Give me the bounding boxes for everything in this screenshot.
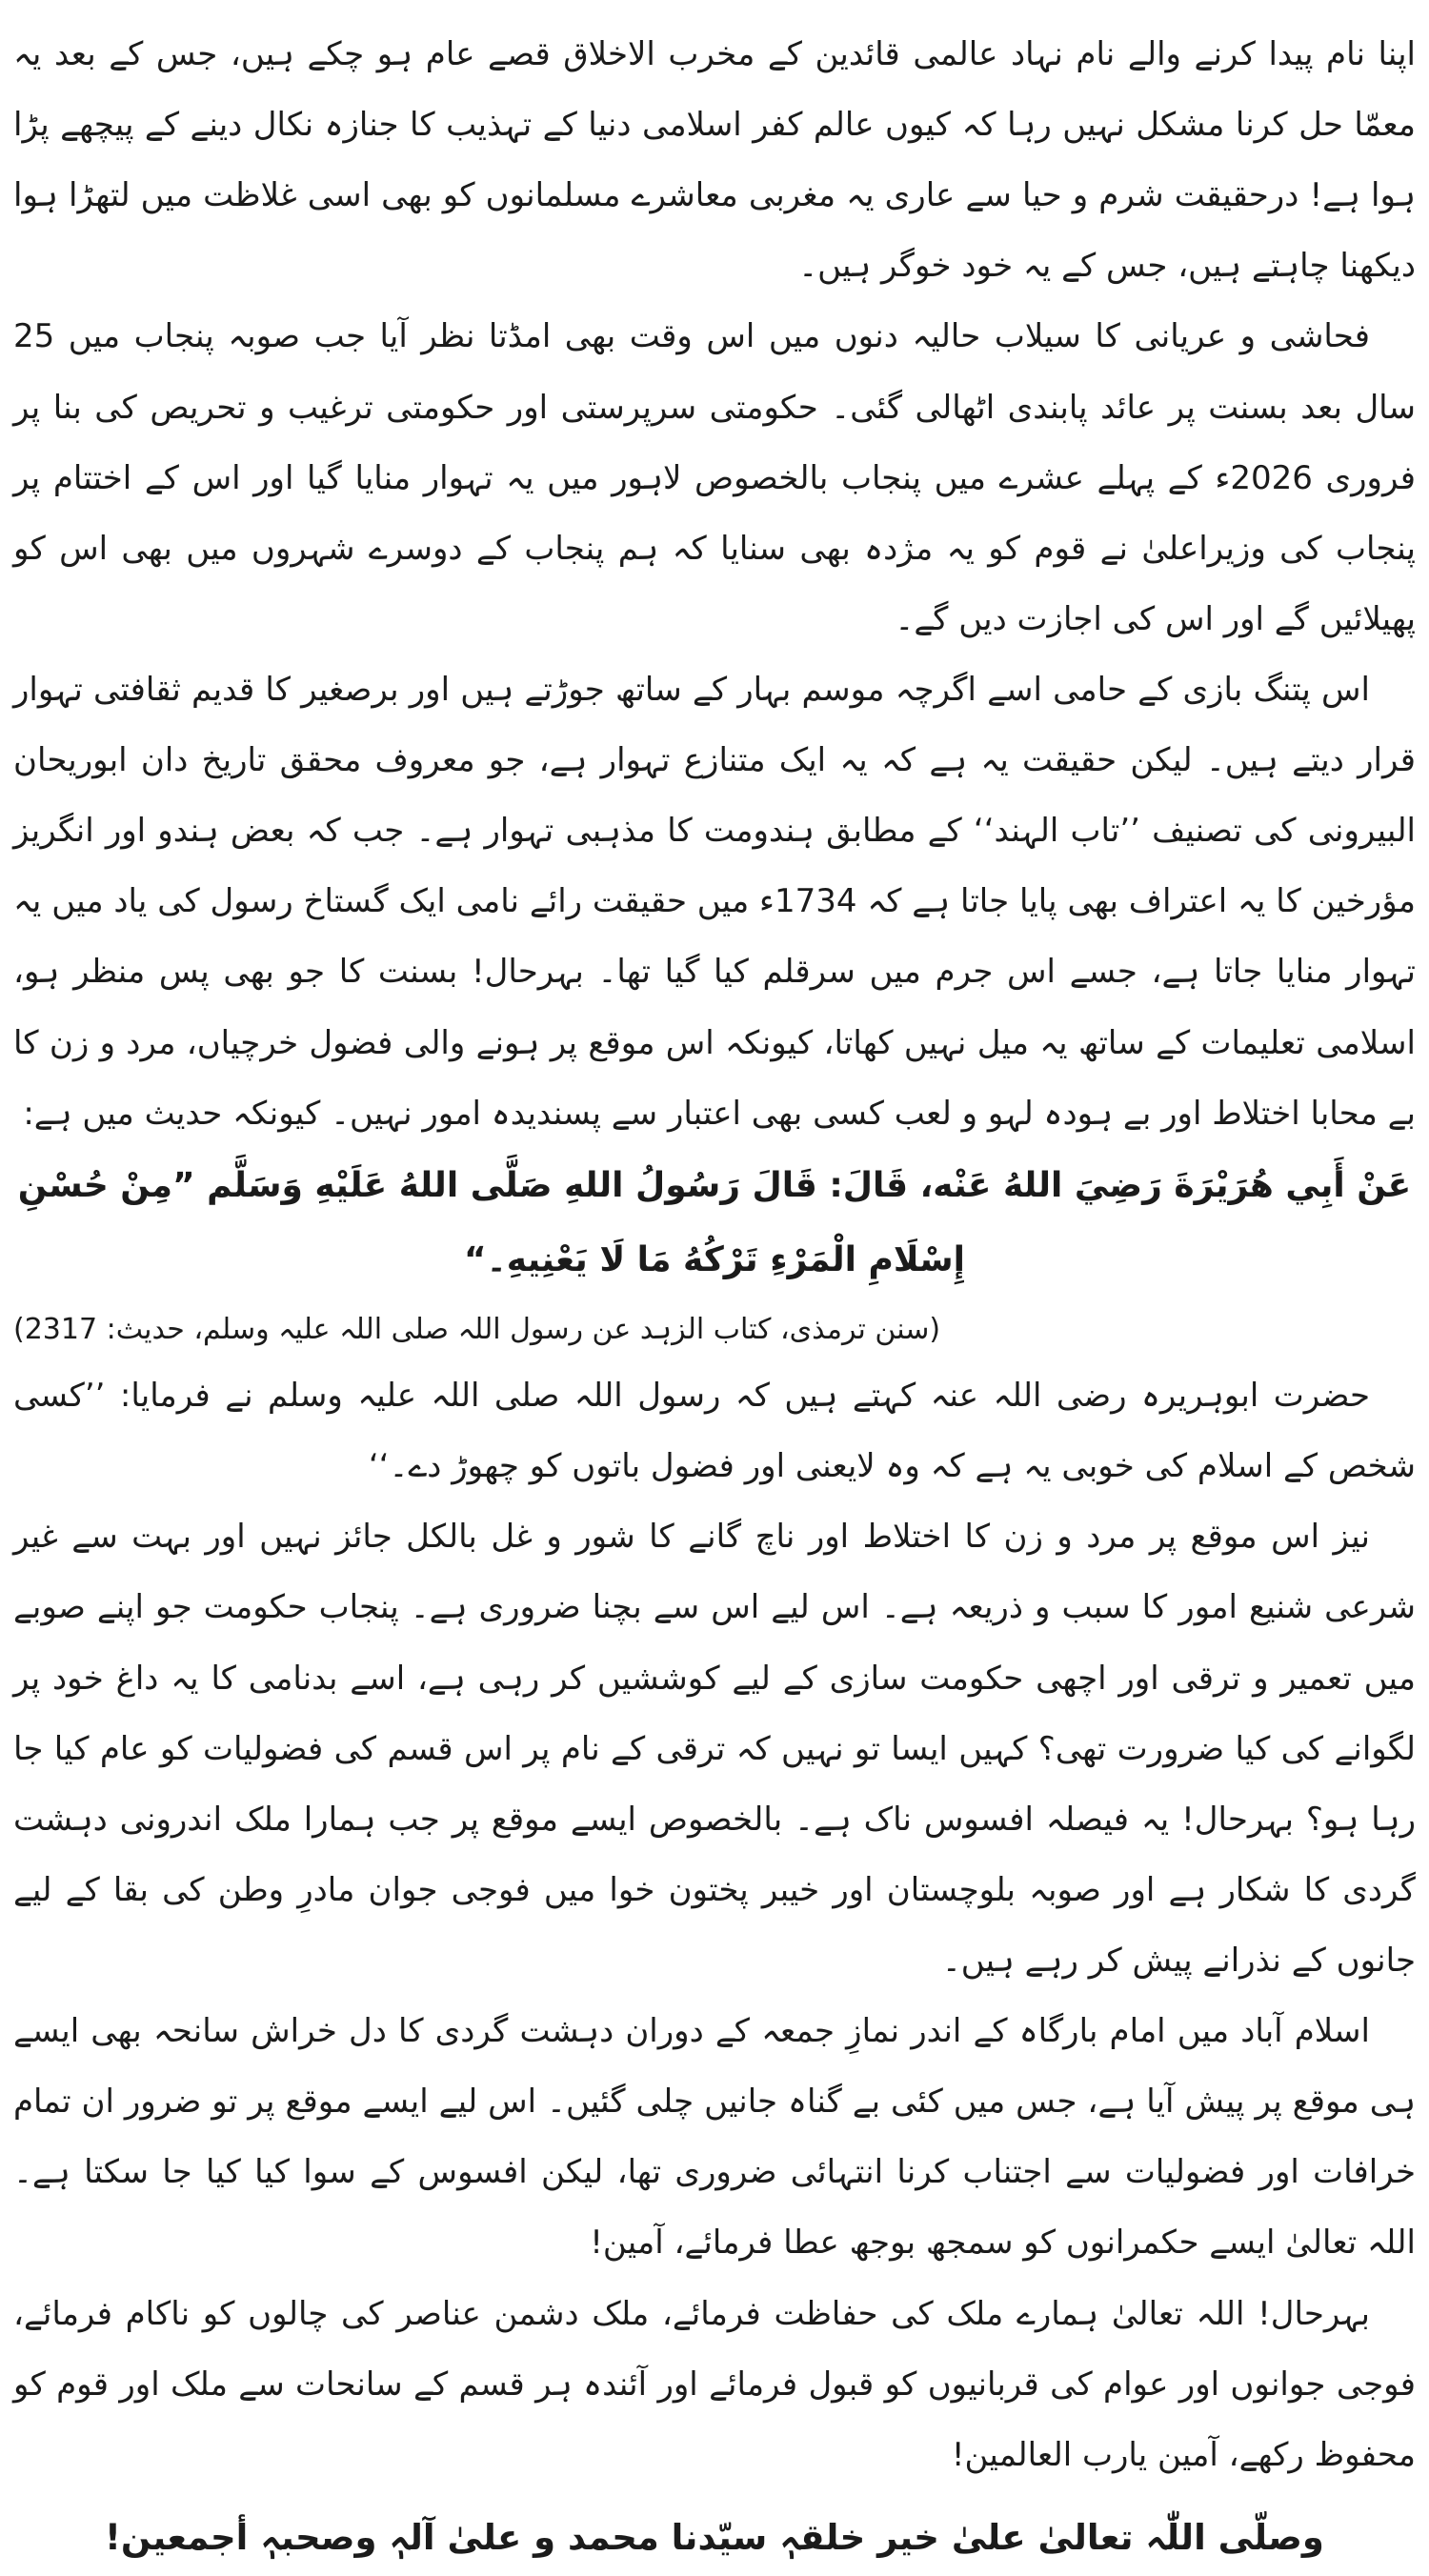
- paragraph-hadith-translation: حضرت ابوہریرہ رضی اللہ عنہ کہتے ہیں کہ رسول اللہ صلی اللہ علیہ وسلم نے فرمایا: ’’کسی شخص کے اسلام کی خوبی یہ ہے کہ وہ لایعنی اور فضول باتوں کو چھوڑ دے۔‘‘: [13, 1377, 1416, 1486]
- paragraph-islamabad-incident: اسلام آباد میں امام بارگاہ کے اندر نمازِ جمعہ کے دوران دہشت گردی کا دل خراش سانحہ بھی ایسے ہی موقع پر پیش آیا ہے، جس میں کئی بے گناہ جانیں چلی گئیں۔ اس لیے ایسے موقع پر تو ضرور ان تمام خرافات اور فضولیات سے اجتناب کرنا انتہائی ضروری تھا، لیکن افسوس کے سوا کیا کیا جا سکتا ہے۔ اللہ تعالیٰ ایسے حکمرانوں کو سمجھ بوجھ عطا فرمائے، آمین!: [13, 2012, 1416, 2263]
- paragraph-basant-ban: فحاشی و عریانی کا سیلاب حالیہ دنوں میں اس وقت بھی امڈتا نظر آیا جب صوبہ پنجاب میں 25 سال بعد بسنت پر عائد پابندی اٹھالی گئی۔ حکومتی سرپرستی اور حکومتی ترغیب و تحریص کی بنا پر فروری 2026ء کے پہلے عشرے میں پنجاب بالخصوص لاہور میں یہ تہوار منایا گیا اور اس کے اختتام پر پنجاب کی وزیراعلیٰ نے قوم کو یہ مژدہ بھی سنایا کہ ہم پنجاب کے دوسرے شہروں میں بھی اس کو پھیلائیں گے اور اس کی اجازت دیں گے۔: [13, 317, 1416, 638]
- hadith-reference: (سنن ترمذی، کتاب الزہد عن رسول اللہ صلی اللہ علیہ وسلم، حدیث: 2317): [13, 1312, 941, 1346]
- paragraph-basant-history: اس پتنگ بازی کے حامی اسے اگرچہ موسم بہار کے ساتھ جوڑتے ہیں اور برصغیر کا قدیم ثقافتی تہوار قرار دیتے ہیں۔ لیکن حقیقت یہ ہے کہ یہ ایک متنازع تہوار ہے، جو معروف محقق تاریخ دان ابوریحان البیرونی کی تصنیف ’’تاب الہند‘‘ کے مطابق ہندومت کا مذہبی تہوار ہے۔ جب کہ بعض ہندو اور انگریز مؤرخین کا یہ اعتراف بھی پایا جاتا ہے کہ 1734ء میں حقیقت رائے نامی ایک گستاخ رسول کی یاد میں یہ تہوار منایا جاتا ہے، جسے اس جرم میں سرقلم کیا گیا تھا۔ بہرحال! بسنت کا جو بھی پس منظر ہو، اسلامی تعلیمات کے ساتھ یہ میل نہیں کھاتا، کیونکہ اس موقع پر ہونے والی فضول خرچیاں، مرد و زن کا بے محابا اختلاط اور بے ہودہ لہو و لعب کسی بھی اعتبار سے پسندیدہ امور نہیں۔ کیونکہ حدیث میں ہے:: [13, 670, 1416, 1133]
- closing-salutation: وصلّی اللّٰہ تعالیٰ علیٰ خیر خلقہٖ سیّدنا محمد و علیٰ آلہٖ وصحبہٖ أجمعین!: [105, 2516, 1324, 2558]
- paragraph-dua: بہرحال! اللہ تعالیٰ ہمارے ملک کی حفاظت فرمائے، ملک دشمن عناصر کی چالوں کو ناکام فرمائے، فوجی جوانوں اور عوام کی قربانیوں کو قبول فرمائے اور آئندہ ہر قسم کے سانحات سے ملک اور قوم کو محفوظ رکھے، آمین یارب العالمین!: [13, 2294, 1416, 2474]
- paragraph-criticism: نیز اس موقع پر مرد و زن کا اختلاط اور ناچ گانے کا شور و غل بالکل جائز نہیں اور بہت سے غیر شرعی شنیع امور کا سبب و ذریعہ ہے۔ اس لیے اس سے بچنا ضروری ہے۔ پنجاب حکومت جو اپنے صوبے میں تعمیر و ترقی اور اچھی حکومت سازی کے لیے کوششیں کر رہی ہے، اسے بدنامی کا یہ داغ خود پر لگوانے کی کیا ضرورت تھی؟ کہیں ایسا تو نہیں کہ ترقی کے نام پر اس قسم کی فضولیات کو عام کیا جا رہا ہو؟ بہرحال! یہ فیصلہ افسوس ناک ہے۔ بالخصوص ایسے موقع پر جب ہمارا ملک اندرونی دہشت گردی کا شکار ہے اور صوبہ بلوچستان اور خیبر پختون خوا میں فوجی جوان مادرِ وطن کی بقا کے لیے جانوں کے نذرانے پیش کر رہے ہیں۔: [13, 1518, 1416, 1980]
- hadith-arabic-text: عَنْ أَبِي هُرَيْرَةَ رَضِيَ اللهُ عَنْه، قَالَ: قَالَ رَسُولُ اللهِ صَلَّى اللهُ عَلَيْهِ وَسَلَّم ”مِنْ حُسْنِ إِسْلَامِ الْمَرْءِ تَرْكُهُ مَا لَا يَعْنِيهِ۔“: [17, 1165, 1412, 1280]
- paragraph-intro: اپنا نام پیدا کرنے والے نام نہاد عالمی قائدین کے مخرب الاخلاق قصے عام ہو چکے ہیں، جس کے بعد یہ معمّا حل کرنا مشکل نہیں رہا کہ کیوں عالم کفر اسلامی دنیا کے تہذیب کا جنازہ نکال دینے کے پیچھے پڑا ہوا ہے! درحقیقت شرم و حیا سے عاری یہ مغربی معاشرے مسلمانوں کو بھی اسی غلاظت میں لتھڑا ہوا دیکھنا چاہتے ہیں، جس کے یہ خود خوگر ہیں۔: [13, 35, 1416, 286]
